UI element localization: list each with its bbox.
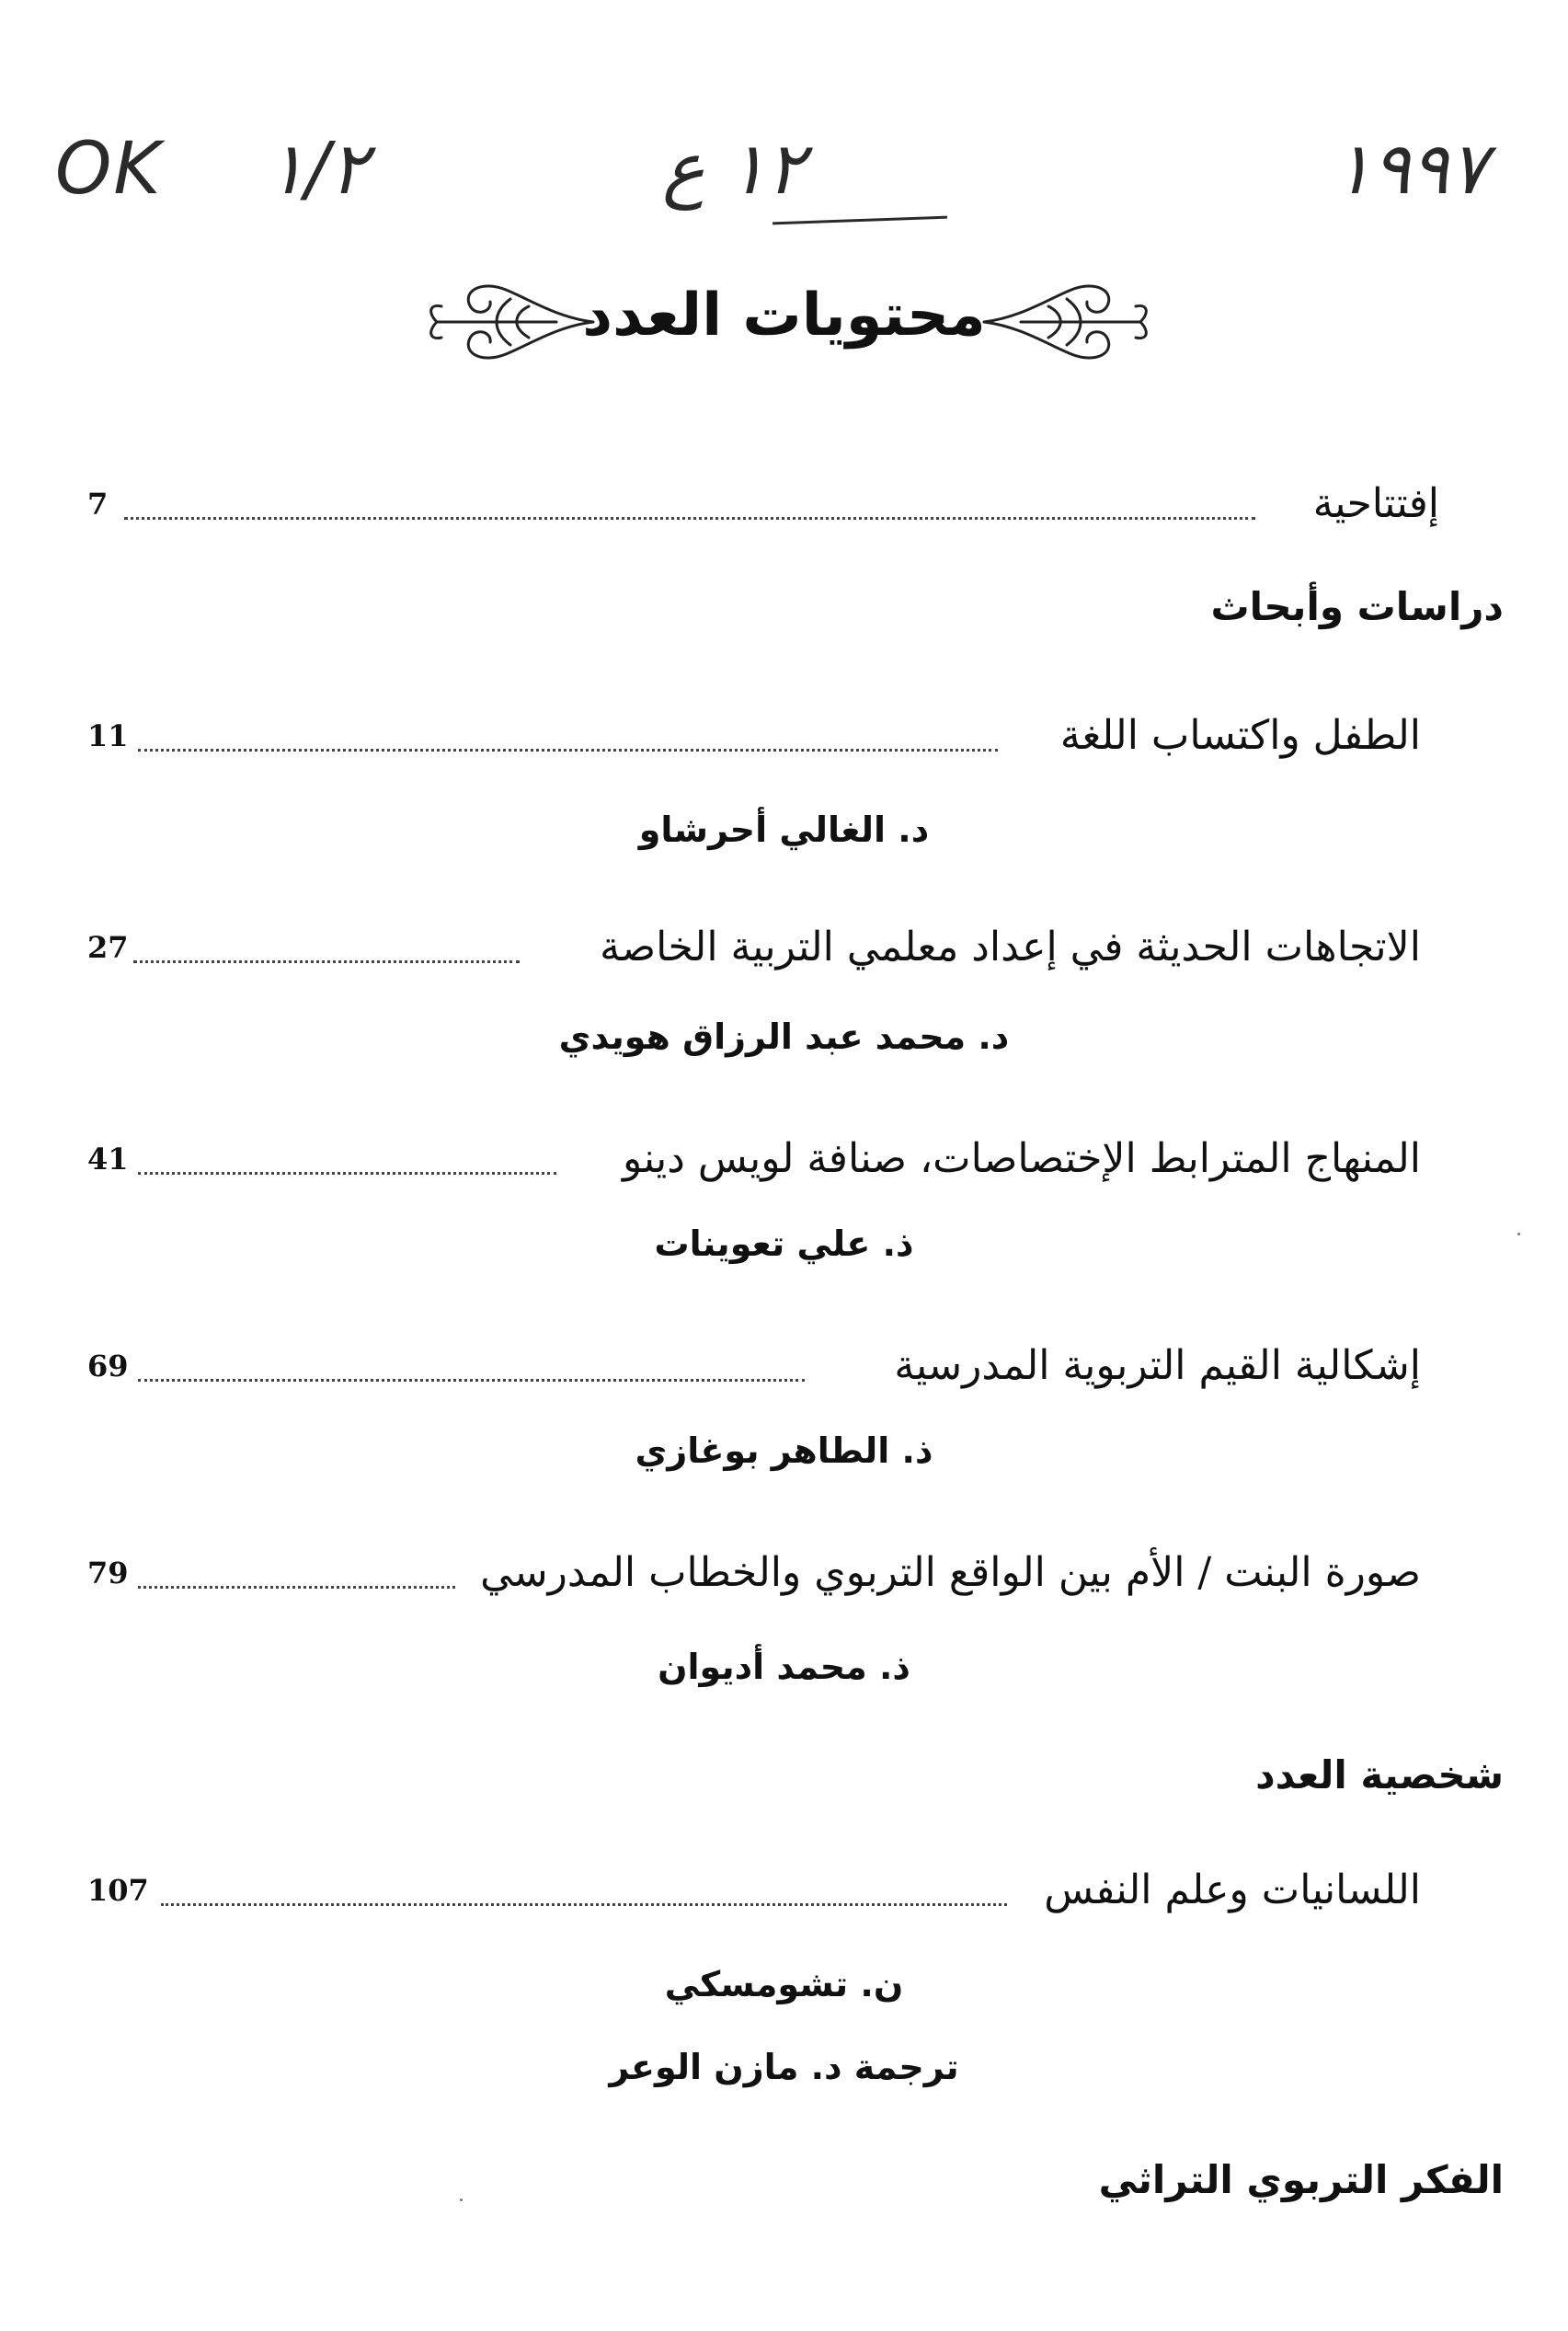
section-heading: دراسات وأبحاث [1210, 584, 1504, 629]
toc-entry-title: إشكالية القيم التربوية المدرسية [894, 1342, 1421, 1389]
toc-leader-dots [124, 517, 1255, 520]
toc-entry [87, 477, 1439, 532]
toc-entry [87, 1131, 1439, 1187]
page-title: محتويات العدد [582, 281, 986, 350]
handwritten-code: OK [55, 128, 163, 211]
toc-entry [87, 920, 1439, 975]
toc-leader-dots [133, 960, 520, 963]
toc-leader-dots [138, 1379, 805, 1382]
toc-leader-dots [138, 749, 998, 752]
author-name: ذ. محمد أديوان [658, 1647, 910, 1687]
toc-entry-title: اللسانيات وعلم النفس [1044, 1866, 1421, 1913]
title-block [0, 262, 1568, 391]
toc-entry [87, 1863, 1439, 1918]
toc-entry-page: 27 [87, 930, 129, 965]
handwritten-issue-label: ١٢ ع [662, 128, 806, 211]
ornament-right-icon [975, 271, 1159, 373]
handwritten-issue-number: ١/٢ [267, 128, 369, 211]
toc-entry-page: 79 [87, 1556, 129, 1590]
toc-leader-dots [161, 1903, 1007, 1906]
author-name: د. الغالي أحرشاو [638, 810, 930, 850]
toc-entry-title: المنهاج المترابط الإختصاصات، صنافة لويس دينو [623, 1135, 1421, 1182]
toc-entry-page: 69 [87, 1349, 129, 1384]
scan-speck [460, 2199, 463, 2201]
author-name: ن. تشومسكي [664, 1964, 904, 2004]
scan-speck [1517, 1233, 1520, 1235]
toc-leader-dots [138, 1172, 556, 1175]
handwritten-underline [773, 216, 947, 225]
toc-entry-title: الطفل واكتساب اللغة [1059, 712, 1421, 759]
toc-entry-title: صورة البنت / الأم بين الواقع التربوي والخطاب المدرسي [480, 1549, 1421, 1596]
toc-entry-page: 11 [87, 718, 129, 753]
section-heading: الفكر التربوي التراثي [1098, 2157, 1504, 2202]
author-name: ذ. علي تعوينات [654, 1223, 914, 1264]
author-name: د. محمد عبد الرزاق هويدي [558, 1016, 1010, 1057]
translator-name: ترجمة د. مازن الوعر [609, 2047, 959, 2087]
toc-entry [87, 1338, 1439, 1394]
section-heading: شخصية العدد [1255, 1752, 1504, 1797]
toc-entry [87, 1545, 1439, 1601]
handwritten-year: ١٩٩٧ [1333, 128, 1488, 211]
toc-entry-title: إفتتاحية [1312, 480, 1439, 527]
toc-leader-dots [138, 1586, 455, 1589]
toc-entry [87, 708, 1439, 764]
toc-entry-title: الاتجاهات الحديثة في إعداد معلمي التربية الخاصة [600, 924, 1421, 970]
author-name: ذ. الطاهر بوغازي [635, 1430, 933, 1471]
toc-entry-page: 7 [87, 487, 109, 522]
toc-entry-page: 41 [87, 1142, 129, 1177]
toc-entry-page: 107 [87, 1873, 149, 1908]
